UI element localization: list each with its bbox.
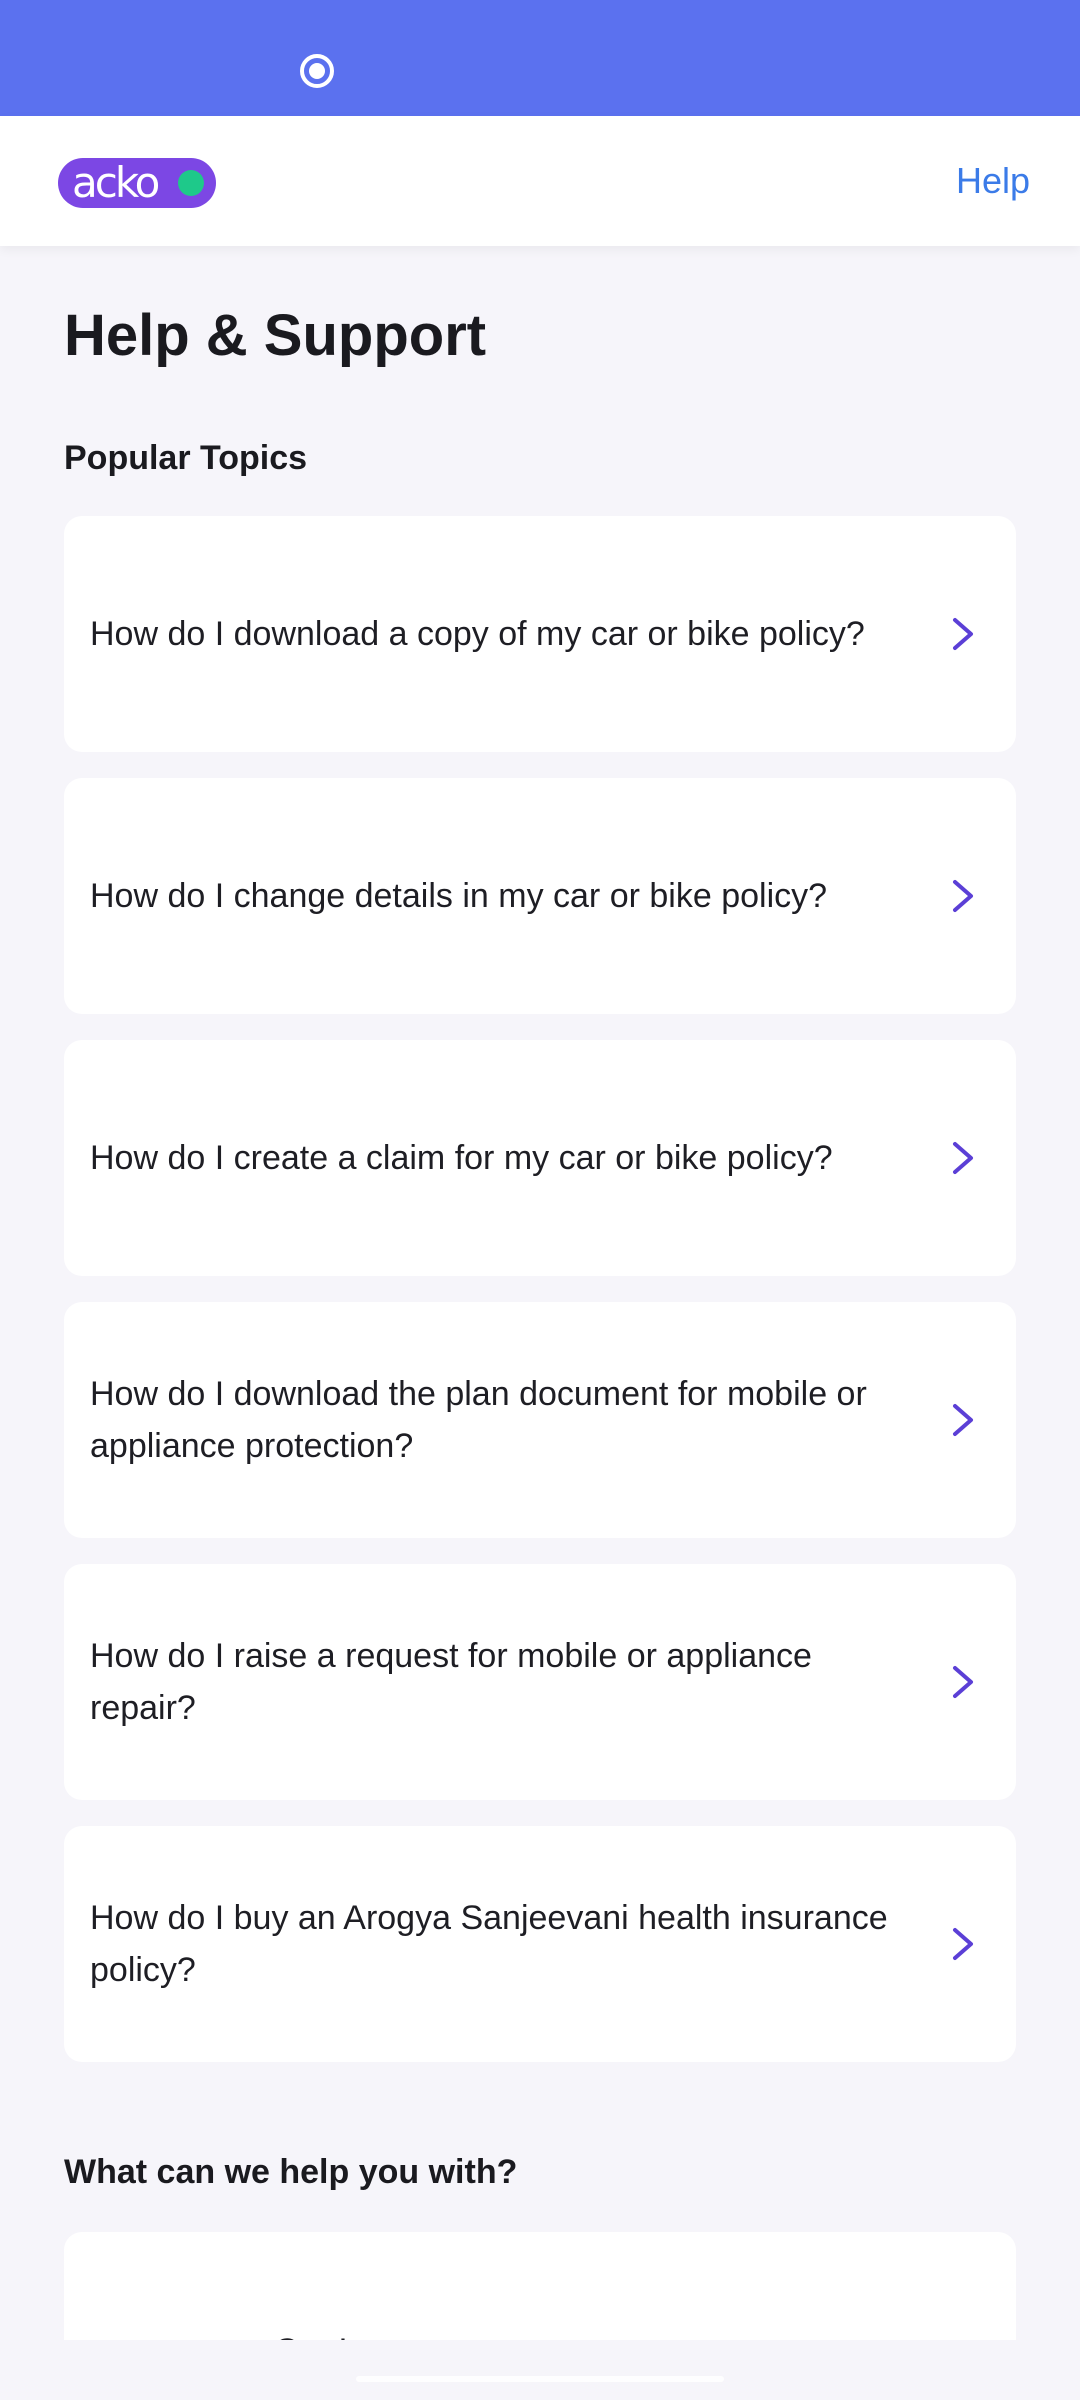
popular-topics-heading: Popular Topics [64,439,308,477]
topic-text: How do I create a claim for my car or bike policy? [90,1139,833,1177]
topic-card[interactable] [64,778,1016,1014]
logo-text: acko [72,158,158,207]
topic-card[interactable] [64,1040,1016,1276]
record-indicator-icon [300,54,334,88]
help-categories-heading: What can we help you with? [64,2153,518,2191]
topic-text: How do I buy an Arogya Sanjeevani health insurance policy? [90,1899,888,1989]
popular-topics-list [64,516,1016,2088]
chevron-right-icon [946,1664,980,1700]
topic-card[interactable] [64,1826,1016,2062]
status-bar [0,0,1080,116]
help-link[interactable]: Help [955,160,1030,201]
topic-text: How do I raise a request for mobile or appliance repair? [90,1637,812,1727]
chevron-right-icon [946,878,980,914]
topic-card[interactable] [64,1564,1016,1800]
chevron-right-icon [946,1140,980,1176]
gesture-bar[interactable] [356,2376,724,2382]
page-title: Help & Support [64,303,487,368]
acko-logo[interactable] [58,158,216,208]
topic-card[interactable] [64,516,1016,752]
topic-text: How do I download a copy of my car or bike policy? [90,615,865,653]
topic-text: How do I download the plan document for mobile or appliance protection? [90,1375,867,1465]
chevron-right-icon [946,1402,980,1438]
bottom-fade [0,2340,1080,2400]
chevron-right-icon [946,616,980,652]
chevron-right-icon [946,1926,980,1962]
logo-dot-icon [178,170,204,196]
topic-text: How do I change details in my car or bike policy? [90,877,828,915]
app-header [0,116,1080,246]
topic-card[interactable] [64,1302,1016,1538]
